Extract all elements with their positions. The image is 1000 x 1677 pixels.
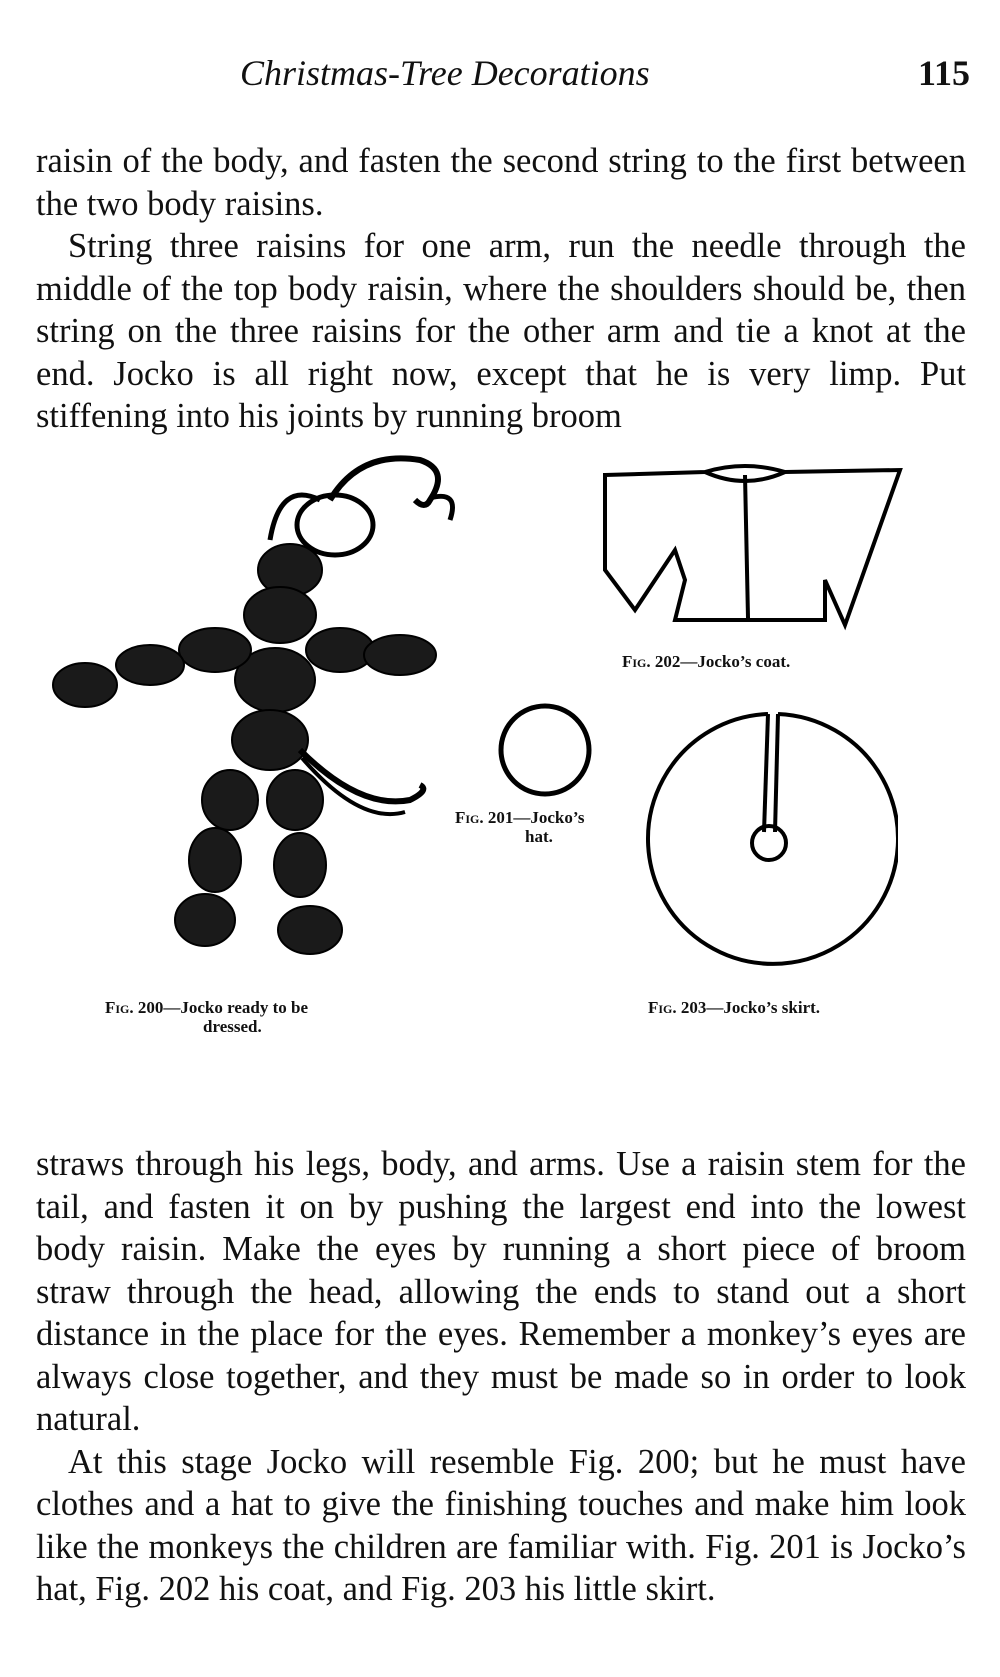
jocko-raisin-monkey-illustration: [30, 440, 510, 980]
fig-202-caption: [622, 652, 790, 671]
fig-203-number: Fig. 203: [648, 998, 707, 1017]
fig-200-caption-line2: dressed.: [203, 1017, 262, 1036]
paragraph: At this stage Jocko will resemble Fig. 200; but he must have clothes and a hat to give the finishing touches and make him look like the monkeys the children are familiar with. Fig. 201 is Jocko’s hat, Fig. 202 his coat, and Fig. 203 his little skirt.: [36, 1442, 966, 1608]
paragraph: straws through his legs, body, and arms. Use a raisin stem for the tail, and fasten it on by pushing the largest end into the lowest body raisin. Make the eyes by running a short piece of broom straw through the head, allowing the ends to stand out a short distance in the place for the eyes. Remember a monkey’s eyes are always close together, and they must be made so in order to look natural.: [36, 1145, 966, 1438]
figure-group: [0, 460, 1000, 1120]
fig-201-caption-line2: hat.: [525, 827, 553, 846]
fig-200-caption: [105, 998, 308, 1036]
paragraph: raisin of the body, and fasten the second string to the first between the two body raisins.: [36, 142, 966, 223]
jocko-hat-diagram: [490, 698, 600, 808]
fig-201-caption: [455, 808, 585, 846]
fig-201-caption-line1: —Jocko’s: [513, 808, 585, 827]
text-block-bottom: [36, 1143, 966, 1611]
fig-202-number: Fig. 202: [622, 652, 681, 671]
fig-201-number: Fig. 201: [455, 808, 514, 827]
fig-200-caption-line1: —Jocko ready to be: [163, 998, 309, 1017]
jocko-coat-diagram: [600, 460, 930, 640]
fig-203-caption: [648, 998, 820, 1017]
jocko-skirt-diagram: [638, 708, 898, 968]
fig-202-caption-text: —Jocko’s coat.: [680, 652, 791, 671]
running-header-title: Christmas-Tree Decorations: [240, 53, 650, 93]
paragraph: String three raisins for one arm, run the needle through the middle of the top body raisin, where the shoulders should be, then string on the three raisins for the other arm and tie a knot at the end. Jocko is all right now, except that he is very limp. Put stiffening into his joints by running broom: [36, 227, 966, 435]
fig-200-number: Fig. 200: [105, 998, 164, 1017]
page-number: 115: [917, 53, 970, 93]
text-block-top: [36, 140, 966, 438]
fig-203-caption-text: —Jocko’s skirt.: [706, 998, 821, 1017]
